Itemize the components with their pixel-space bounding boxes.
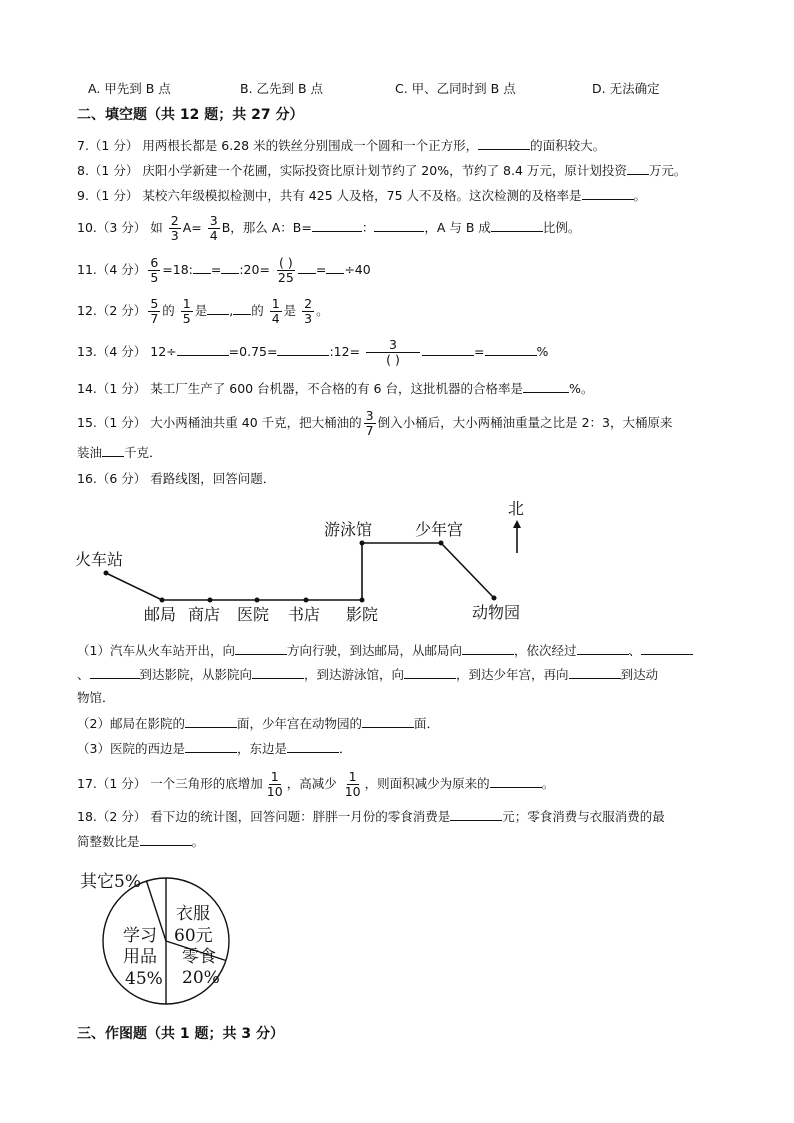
- section-3-title: 三、作图题（共 1 题；共 3 分）: [77, 1026, 284, 1042]
- answer-blank[interactable]: [485, 342, 537, 356]
- question-18: 18.（2 分） 看下边的统计图，回答问题：胖胖一月份的零食消费是 元；零食消费与衣服消费的最: [77, 809, 665, 824]
- slice-label-snack: 零食: [182, 947, 216, 967]
- option-d: D. 无法确定: [592, 81, 660, 96]
- station-dot: [104, 571, 109, 576]
- question-11: 11.（4 分） $\frac{6}{5}$ =18: = :20= $\frac{( )}{25}$ = ÷40: [77, 255, 371, 285]
- answer-blank[interactable]: [326, 260, 344, 274]
- answer-blank[interactable]: [90, 665, 140, 679]
- north-arrow-head: [513, 520, 521, 528]
- youth-palace-label: 少年宫: [415, 520, 464, 539]
- answer-blank[interactable]: [523, 379, 569, 393]
- answer-blank[interactable]: [312, 218, 362, 232]
- fraction: $\frac{1}{4}$: [271, 296, 280, 326]
- post-office-label: 邮局: [144, 605, 177, 624]
- question-16-part-2: （2）邮局在影院的 面，少年宫在动物园的 面．: [77, 716, 439, 731]
- store-label: 商店: [188, 605, 221, 624]
- route-map: [70, 492, 540, 632]
- north-label: 北: [508, 499, 525, 518]
- bookstore-label: 书店: [288, 605, 321, 624]
- hospital-label: 医院: [237, 605, 270, 624]
- option-b: B. 乙先到 B 点: [240, 81, 324, 96]
- question-16-part-3: （3）医院的西边是 ，东边是 ．: [77, 741, 352, 756]
- cinema-dot: [360, 598, 365, 603]
- question-14: 14.（1 分） 某工厂生产了 600 台机器，不合格的有 6 台，这批机器的合格率是 %。: [77, 381, 594, 396]
- store-dot: [208, 598, 213, 603]
- post-office-dot: [160, 598, 165, 603]
- slice-label-other: 其它5%: [80, 872, 141, 892]
- fraction: $\frac{1}{5}$: [182, 296, 191, 326]
- pool-dot: [360, 541, 365, 546]
- question-18-line-2: 简整数比是 。: [77, 834, 205, 849]
- hospital-dot: [255, 598, 260, 603]
- answer-blank[interactable]: [252, 665, 304, 679]
- question-16-part-1-line-2: 、 到达影院，从影院向 ，到达游泳馆，向 ，到达少年宫，再向 到达动: [77, 667, 659, 682]
- question-8: 8.（1 分） 庆阳小学新建一个花圃，实际投资比原计划节约了 20%，节约了 8.4 万元，原计划投资 万元。: [77, 163, 687, 178]
- question-15: 15.（1 分） 大小两桶油共重 40 千克，把大桶油的 $\frac{3}{7}$ 倒入小桶后，大小两桶油重量之比是 2：3，大桶原来: [77, 408, 673, 438]
- question-9: 9.（1 分） 某校六年级模拟检测中，共有 425 人及格，75 人不及格。这次检测的及格率是 。: [77, 188, 647, 203]
- option-c: C. 甲、乙同时到 B 点: [395, 81, 516, 96]
- answer-blank[interactable]: [450, 807, 502, 821]
- answer-blank[interactable]: [362, 714, 414, 728]
- question-7: 7.（1 分） 用两根长都是 6.28 米的铁丝分别围成一个圆和一个正方形， 的面积较大。: [77, 138, 606, 153]
- fraction: $\frac{6}{5}$: [150, 255, 159, 285]
- answer-blank[interactable]: [569, 665, 621, 679]
- answer-blank[interactable]: [462, 641, 514, 655]
- answer-blank[interactable]: [374, 218, 424, 232]
- question-15-line-2: 装油 千克．: [77, 445, 162, 460]
- answer-blank[interactable]: [177, 342, 229, 356]
- answer-blank[interactable]: [577, 641, 629, 655]
- fraction: $\frac{3}{4}$: [209, 213, 218, 243]
- answer-blank[interactable]: [193, 260, 211, 274]
- answer-blank[interactable]: [298, 260, 316, 274]
- question-10: 10.（3 分） 如 $\frac{2}{3}$ A= $\frac{3}{4}$ B，那么 A：B= ： ，A 与 B 成 比例。: [77, 213, 581, 243]
- fraction: $\frac{( )}{25}$: [277, 255, 294, 285]
- answer-blank[interactable]: [221, 260, 239, 274]
- answer-blank[interactable]: [490, 774, 542, 788]
- pie-chart: [78, 866, 238, 1006]
- fraction: $\frac{3}{( )}$: [366, 338, 420, 367]
- answer-blank[interactable]: [185, 739, 237, 753]
- answer-blank[interactable]: [102, 443, 124, 457]
- answer-blank[interactable]: [287, 739, 339, 753]
- slice-value-study: 45%: [125, 969, 163, 989]
- answer-blank[interactable]: [641, 641, 693, 655]
- answer-blank[interactable]: [627, 161, 649, 175]
- question-16-title: 16.（6 分） 看路线图，回答问题．: [77, 471, 276, 486]
- fraction: $\frac{1}{10}$: [344, 769, 361, 799]
- train-station-label: 火车站: [75, 550, 124, 569]
- answer-blank[interactable]: [277, 342, 329, 356]
- fraction: $\frac{5}{7}$: [150, 296, 159, 326]
- cinema-label: 影院: [346, 605, 379, 624]
- question-13: 13.（4 分） 12÷ =0.75= :12= $\frac{3}{( )}$ = %: [77, 337, 549, 367]
- zoo-label: 动物园: [472, 603, 521, 622]
- slice-label-clothes: 衣服: [176, 904, 210, 924]
- question-17: 17.（1 分） 一个三角形的底增加 $\frac{1}{10}$ ，高减少 $\frac{1}{10}$ ，则面积减少为原来的 。: [77, 769, 555, 799]
- answer-blank[interactable]: [491, 218, 543, 232]
- fraction: $\frac{2}{3}$: [304, 296, 313, 326]
- option-a: A. 甲先到 B 点: [88, 81, 171, 96]
- answer-blank[interactable]: [478, 136, 530, 150]
- fraction: $\frac{2}{3}$: [170, 213, 179, 243]
- fraction: $\frac{1}{10}$: [266, 769, 283, 799]
- youth-palace-dot: [439, 541, 444, 546]
- answer-blank[interactable]: [233, 301, 251, 315]
- slice-value-snack: 20%: [182, 968, 220, 988]
- fraction: $\frac{3}{7}$: [365, 408, 374, 438]
- slice-label-study-2: 用品: [123, 947, 157, 967]
- answer-blank[interactable]: [404, 665, 456, 679]
- bookstore-dot: [304, 598, 309, 603]
- question-16-part-1: （1）汽车从火车站开出，向 方向行驶，到达邮局，从邮局向 ，依次经过 、: [77, 641, 693, 660]
- answer-blank[interactable]: [185, 714, 237, 728]
- slice-value-clothes: 60元: [174, 926, 213, 946]
- zoo-dot: [492, 596, 497, 601]
- answer-blank[interactable]: [140, 832, 192, 846]
- question-12: 12.（2 分） $\frac{5}{7}$ 的 $\frac{1}{5}$ 是 , 的 $\frac{1}{4}$ 是 $\frac{2}{3}$ 。: [77, 296, 329, 326]
- answer-blank[interactable]: [207, 301, 229, 315]
- answer-blank[interactable]: [235, 641, 287, 655]
- question-16-part-1-line-3: 物馆．: [77, 690, 115, 705]
- pool-label: 游泳馆: [324, 520, 373, 539]
- answer-blank[interactable]: [582, 186, 634, 200]
- section-2-title: 二、填空题（共 12 题；共 27 分）: [77, 107, 304, 123]
- slice-label-study: 学习: [123, 926, 157, 946]
- answer-blank[interactable]: [422, 342, 474, 356]
